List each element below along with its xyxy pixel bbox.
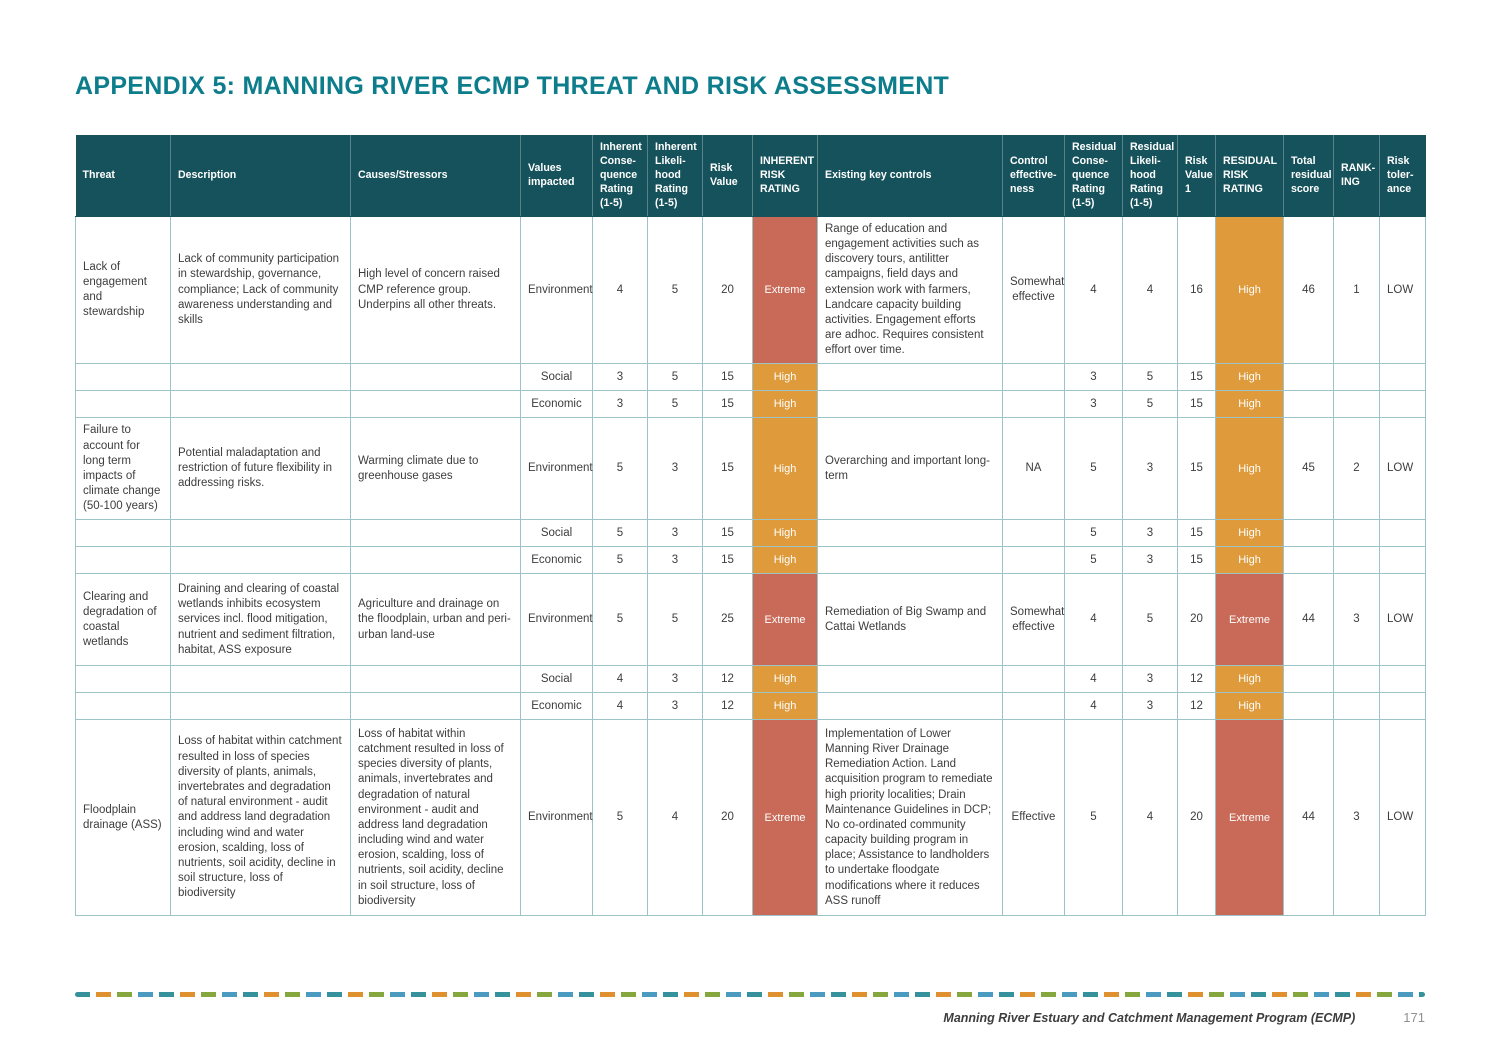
risk-value-cell: 12 (703, 693, 753, 720)
risk-value-cell: 15 (703, 364, 753, 391)
risk-value-cell: 20 (703, 216, 753, 364)
page-footer (75, 992, 1425, 1025)
residual-likelihood-cell: 5 (1123, 364, 1178, 391)
control-effectiveness-cell (1003, 693, 1065, 720)
control-effectiveness-cell: Somewhat effective (1003, 574, 1065, 666)
causes-cell: Warming climate due to greenhouse gases (351, 418, 521, 520)
risk-value-1-cell: 12 (1178, 693, 1216, 720)
values-impacted-cell: Social (521, 666, 593, 693)
risk-value-1-cell: 16 (1178, 216, 1216, 364)
risk-tolerance-cell (1380, 547, 1426, 574)
threat-cell: Clearing and degradation of coastal wetlands (76, 574, 171, 666)
risk-tolerance-cell: LOW (1380, 574, 1426, 666)
inherent-consequence-cell: 5 (593, 418, 648, 520)
residual-consequence-cell: 5 (1065, 720, 1123, 916)
table-header-row (76, 136, 1426, 217)
causes-cell (351, 693, 521, 720)
ranking-cell (1334, 547, 1380, 574)
inherent-risk-rating-badge: High (753, 666, 818, 693)
control-effectiveness-cell (1003, 547, 1065, 574)
residual-likelihood-cell: 4 (1123, 720, 1178, 916)
existing-controls-cell (818, 666, 1003, 693)
control-effectiveness-cell: NA (1003, 418, 1065, 520)
col-header-inherent-risk-rating: INHERENT RISK RATING (753, 136, 818, 217)
risk-tolerance-cell: LOW (1380, 418, 1426, 520)
existing-controls-cell (818, 693, 1003, 720)
values-impacted-cell: Environment (521, 216, 593, 364)
table-row (76, 693, 1426, 720)
residual-risk-rating-badge: High (1216, 520, 1284, 547)
residual-risk-rating-badge: High (1216, 418, 1284, 520)
col-header-residual-consequence: Residual Conse-quence Rating (1-5) (1065, 136, 1123, 217)
inherent-likelihood-cell: 3 (648, 547, 703, 574)
table-row (76, 547, 1426, 574)
risk-tolerance-cell (1380, 391, 1426, 418)
col-header-risk-value-1: Risk Value 1 (1178, 136, 1216, 217)
col-header-residual-risk-rating: RESIDUAL RISK RATING (1216, 136, 1284, 217)
inherent-risk-rating-badge: Extreme (753, 720, 818, 916)
inherent-likelihood-cell: 3 (648, 418, 703, 520)
causes-cell (351, 520, 521, 547)
residual-consequence-cell: 4 (1065, 666, 1123, 693)
inherent-likelihood-cell: 5 (648, 574, 703, 666)
risk-tolerance-cell: LOW (1380, 216, 1426, 364)
residual-risk-rating-badge: Extreme (1216, 720, 1284, 916)
control-effectiveness-cell (1003, 391, 1065, 418)
risk-value-cell: 15 (703, 391, 753, 418)
risk-value-cell: 12 (703, 666, 753, 693)
control-effectiveness-cell (1003, 520, 1065, 547)
total-residual-score-cell (1284, 693, 1334, 720)
residual-risk-rating-badge: High (1216, 693, 1284, 720)
causes-cell: High level of concern raised CMP reference group. Underpins all other threats. (351, 216, 521, 364)
description-cell (171, 666, 351, 693)
inherent-risk-rating-badge: High (753, 693, 818, 720)
inherent-consequence-cell: 4 (593, 693, 648, 720)
threat-cell: Failure to account for long term impacts of climate change (50-100 years) (76, 418, 171, 520)
col-header-risk-value: Risk Value (703, 136, 753, 217)
inherent-consequence-cell: 5 (593, 547, 648, 574)
inherent-consequence-cell: 3 (593, 391, 648, 418)
total-residual-score-cell: 45 (1284, 418, 1334, 520)
col-header-residual-likelihood: Residual Likeli-hood Rating (1-5) (1123, 136, 1178, 217)
col-header-inherent-likelihood: Inherent Likeli-hood Rating (1-5) (648, 136, 703, 217)
residual-consequence-cell: 3 (1065, 391, 1123, 418)
inherent-consequence-cell: 5 (593, 520, 648, 547)
inherent-likelihood-cell: 3 (648, 693, 703, 720)
description-cell: Draining and clearing of coastal wetlands inhibits ecosystem services incl. flood mitigation, nutrient and sediment filtration, habitat, ASS exposure (171, 574, 351, 666)
inherent-consequence-cell: 3 (593, 364, 648, 391)
ranking-cell: 3 (1334, 574, 1380, 666)
risk-assessment-table (75, 135, 1426, 916)
risk-tolerance-cell (1380, 364, 1426, 391)
inherent-likelihood-cell: 5 (648, 391, 703, 418)
ranking-cell (1334, 364, 1380, 391)
ranking-cell: 2 (1334, 418, 1380, 520)
description-cell: Lack of community participation in stewardship, governance, compliance; Lack of community awareness understanding and skills (171, 216, 351, 364)
existing-controls-cell: Remediation of Big Swamp and Cattai Wetlands (818, 574, 1003, 666)
inherent-consequence-cell: 4 (593, 216, 648, 364)
col-header-control-effectiveness: Control effective-ness (1003, 136, 1065, 217)
col-header-inherent-consequence: Inherent Conse-quence Rating (1-5) (593, 136, 648, 217)
footer-program-title: Manning River Estuary and Catchment Management Program (ECMP) (943, 1010, 1356, 1025)
description-cell (171, 693, 351, 720)
table-row (76, 216, 1426, 364)
total-residual-score-cell (1284, 391, 1334, 418)
ranking-cell: 3 (1334, 720, 1380, 916)
residual-likelihood-cell: 3 (1123, 666, 1178, 693)
inherent-likelihood-cell: 4 (648, 720, 703, 916)
threat-cell (76, 391, 171, 418)
residual-consequence-cell: 5 (1065, 547, 1123, 574)
ranking-cell: 1 (1334, 216, 1380, 364)
total-residual-score-cell (1284, 666, 1334, 693)
inherent-risk-rating-badge: High (753, 364, 818, 391)
residual-likelihood-cell: 5 (1123, 574, 1178, 666)
residual-risk-rating-badge: Extreme (1216, 574, 1284, 666)
page-number: 171 (1403, 1010, 1425, 1025)
ranking-cell (1334, 666, 1380, 693)
risk-value-1-cell: 15 (1178, 418, 1216, 520)
causes-cell (351, 391, 521, 418)
description-cell: Loss of habitat within catchment resulted in loss of species diversity of plants, animals, invertebrates and degradation of natural environment - audit and address land degradation including wind and water erosion, scalding, loss of nutrients, soil acidity, decline in soil structure, loss of biodiversity (171, 720, 351, 916)
table-row (76, 666, 1426, 693)
values-impacted-cell: Environment (521, 720, 593, 916)
risk-value-cell: 15 (703, 520, 753, 547)
control-effectiveness-cell (1003, 666, 1065, 693)
risk-value-1-cell: 20 (1178, 574, 1216, 666)
causes-cell (351, 547, 521, 574)
risk-value-1-cell: 15 (1178, 364, 1216, 391)
control-effectiveness-cell: Somewhat effective (1003, 216, 1065, 364)
total-residual-score-cell (1284, 547, 1334, 574)
values-impacted-cell: Economic (521, 547, 593, 574)
col-header-description: Description (171, 136, 351, 217)
residual-consequence-cell: 4 (1065, 693, 1123, 720)
inherent-likelihood-cell: 3 (648, 520, 703, 547)
inherent-risk-rating-badge: High (753, 391, 818, 418)
residual-likelihood-cell: 3 (1123, 547, 1178, 574)
inherent-risk-rating-badge: High (753, 418, 818, 520)
col-header-ranking: RANK-ING (1334, 136, 1380, 217)
total-residual-score-cell (1284, 520, 1334, 547)
residual-likelihood-cell: 3 (1123, 418, 1178, 520)
description-cell (171, 520, 351, 547)
risk-value-cell: 15 (703, 547, 753, 574)
residual-consequence-cell: 3 (1065, 364, 1123, 391)
residual-consequence-cell: 4 (1065, 574, 1123, 666)
ranking-cell (1334, 520, 1380, 547)
inherent-likelihood-cell: 5 (648, 216, 703, 364)
col-header-total-residual-score: Total residual score (1284, 136, 1334, 217)
causes-cell (351, 666, 521, 693)
col-header-causes-stressors: Causes/Stressors (351, 136, 521, 217)
col-header-existing-key-controls: Existing key controls (818, 136, 1003, 217)
risk-tolerance-cell (1380, 693, 1426, 720)
residual-consequence-cell: 5 (1065, 418, 1123, 520)
residual-risk-rating-badge: High (1216, 666, 1284, 693)
risk-tolerance-cell: LOW (1380, 720, 1426, 916)
col-header-threat: Threat (76, 136, 171, 217)
total-residual-score-cell: 44 (1284, 720, 1334, 916)
risk-value-cell: 25 (703, 574, 753, 666)
description-cell (171, 364, 351, 391)
causes-cell: Loss of habitat within catchment resulted in loss of species diversity of plants, animals, invertebrates and degradation of natural environment - audit and address land degradation including wind and water erosion, scalding, loss of nutrients, soil acidity, decline in soil structure, loss of biodiversity (351, 720, 521, 916)
table-row (76, 720, 1426, 916)
inherent-consequence-cell: 5 (593, 720, 648, 916)
table-row (76, 418, 1426, 520)
existing-controls-cell: Range of education and engagement activities such as discovery tours, antilitter campaigns, field days and extension work with farmers, Landcare capacity building activities. Engagement efforts are adhoc. Requires consistent effort over time. (818, 216, 1003, 364)
ranking-cell (1334, 391, 1380, 418)
risk-value-1-cell: 15 (1178, 391, 1216, 418)
risk-value-1-cell: 20 (1178, 720, 1216, 916)
residual-likelihood-cell: 5 (1123, 391, 1178, 418)
risk-value-1-cell: 15 (1178, 547, 1216, 574)
inherent-likelihood-cell: 5 (648, 364, 703, 391)
threat-cell (76, 666, 171, 693)
threat-cell (76, 364, 171, 391)
existing-controls-cell (818, 391, 1003, 418)
values-impacted-cell: Environment (521, 574, 593, 666)
inherent-risk-rating-badge: Extreme (753, 216, 818, 364)
risk-value-cell: 15 (703, 418, 753, 520)
existing-controls-cell (818, 520, 1003, 547)
table-row (76, 391, 1426, 418)
existing-controls-cell (818, 547, 1003, 574)
risk-value-cell: 20 (703, 720, 753, 916)
existing-controls-cell (818, 364, 1003, 391)
col-header-values-impacted: Values impacted (521, 136, 593, 217)
residual-risk-rating-badge: High (1216, 364, 1284, 391)
causes-cell (351, 364, 521, 391)
total-residual-score-cell: 46 (1284, 216, 1334, 364)
values-impacted-cell: Economic (521, 693, 593, 720)
risk-value-1-cell: 12 (1178, 666, 1216, 693)
page-title: APPENDIX 5: MANNING RIVER ECMP THREAT AND RISK ASSESSMENT (75, 72, 950, 100)
residual-risk-rating-badge: High (1216, 547, 1284, 574)
control-effectiveness-cell: Effective (1003, 720, 1065, 916)
threat-cell (76, 693, 171, 720)
inherent-risk-rating-badge: High (753, 520, 818, 547)
residual-consequence-cell: 4 (1065, 216, 1123, 364)
residual-risk-rating-badge: High (1216, 391, 1284, 418)
residual-risk-rating-badge: High (1216, 216, 1284, 364)
residual-likelihood-cell: 4 (1123, 216, 1178, 364)
col-header-risk-tolerance: Risk toler-ance (1380, 136, 1426, 217)
footer-divider (75, 992, 1425, 997)
values-impacted-cell: Social (521, 364, 593, 391)
inherent-likelihood-cell: 3 (648, 666, 703, 693)
threat-cell (76, 520, 171, 547)
description-cell (171, 547, 351, 574)
ranking-cell (1334, 693, 1380, 720)
existing-controls-cell: Implementation of Lower Manning River Drainage Remediation Action. Land acquisition program to remediate high priority localities; Drain Maintenance Guidelines in DCP; No co-ordinated community capacity building program in place; Assistance to landholders to undertake floodgate modifications where it reduces ASS runoff (818, 720, 1003, 916)
residual-likelihood-cell: 3 (1123, 693, 1178, 720)
table-row (76, 520, 1426, 547)
values-impacted-cell: Social (521, 520, 593, 547)
description-cell: Potential maladaptation and restriction of future flexibility in addressing risks. (171, 418, 351, 520)
inherent-consequence-cell: 5 (593, 574, 648, 666)
risk-tolerance-cell (1380, 520, 1426, 547)
residual-likelihood-cell: 3 (1123, 520, 1178, 547)
total-residual-score-cell: 44 (1284, 574, 1334, 666)
control-effectiveness-cell (1003, 364, 1065, 391)
values-impacted-cell: Environment (521, 418, 593, 520)
inherent-risk-rating-badge: Extreme (753, 574, 818, 666)
table-row (76, 574, 1426, 666)
existing-controls-cell: Overarching and important long-term (818, 418, 1003, 520)
threat-cell: Lack of engagement and stewardship (76, 216, 171, 364)
risk-tolerance-cell (1380, 666, 1426, 693)
causes-cell: Agriculture and drainage on the floodplain, urban and peri-urban land-use (351, 574, 521, 666)
residual-consequence-cell: 5 (1065, 520, 1123, 547)
risk-value-1-cell: 15 (1178, 520, 1216, 547)
inherent-consequence-cell: 4 (593, 666, 648, 693)
total-residual-score-cell (1284, 364, 1334, 391)
values-impacted-cell: Economic (521, 391, 593, 418)
description-cell (171, 391, 351, 418)
threat-cell: Floodplain drainage (ASS) (76, 720, 171, 916)
inherent-risk-rating-badge: High (753, 547, 818, 574)
table-row (76, 364, 1426, 391)
threat-cell (76, 547, 171, 574)
